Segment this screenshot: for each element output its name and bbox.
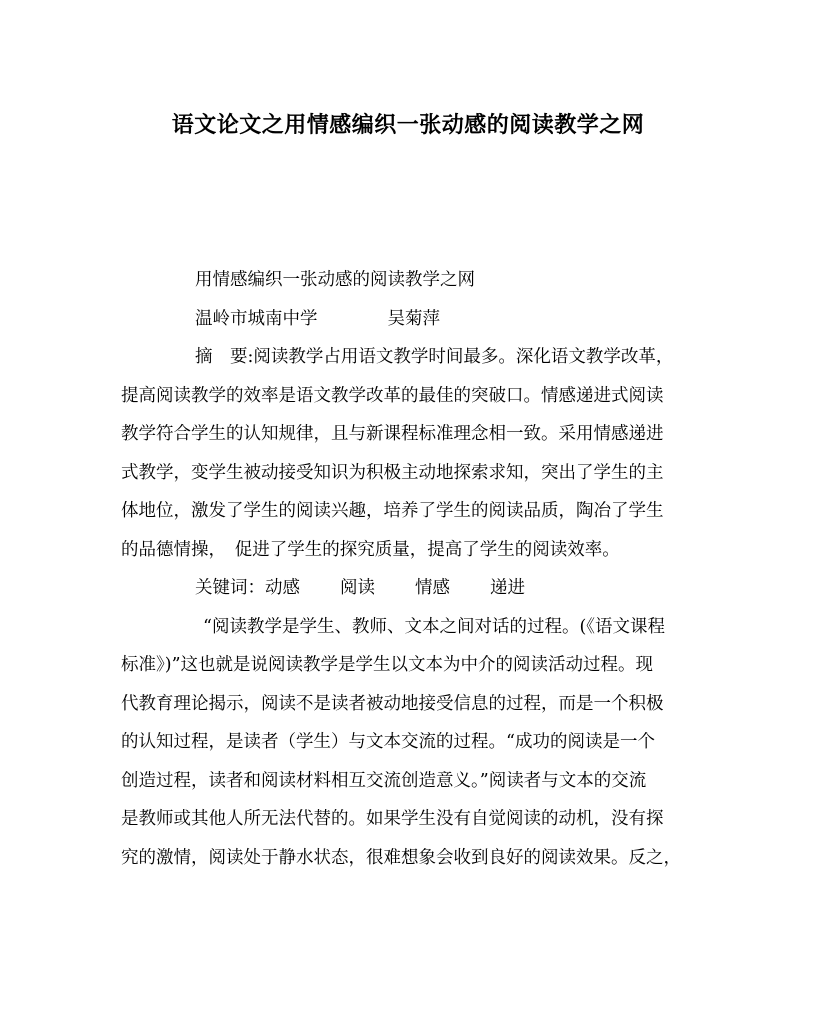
paragraph-line: 究的激情，阅读处于静水状态，很难想象会收到良好的阅读效果。反之， (121, 847, 681, 868)
keyword: 阅读 (340, 578, 375, 598)
keyword: 情感 (415, 578, 450, 598)
document-title: 语文论文之用情感编织一张动感的阅读教学之网 (171, 112, 645, 138)
keywords-label: 关键词： (195, 578, 265, 598)
keywords-line (121, 569, 701, 608)
author-school: 温岭市城南中学 (195, 308, 318, 329)
abstract-line-3: 教学符合学生的认知规律，且与新课程标准理念相一致。采用情感递进 (121, 424, 664, 444)
abstract-line-2: 提高阅读教学的效率是语文教学改革的最佳的突破口。情感递进式阅读 (121, 385, 664, 406)
paragraph-line: 是教师或其他人所无法代替的。如果学生没有自觉阅读的动机，没有探 (121, 809, 664, 829)
author-line (121, 300, 701, 339)
paragraph-line: 代教育理论揭示，阅读不是读者被动地接受信息的过程，而是一个积极 (121, 693, 664, 714)
paragraph-line: 的认知过程，是读者（学生）与文本交流的过程。“成功的阅读是一个 (121, 732, 655, 752)
abstract-line-6: 的品德情操， 促进了学生的探究质量，提高了学生的阅读效率。 (121, 539, 620, 560)
abstract-line-5: 体地位，激发了学生的阅读兴趣，培养了学生的阅读品质，陶冶了学生 (121, 501, 664, 521)
author-name: 吴菊萍 (387, 308, 440, 329)
paragraph-line: “阅读教学是学生、教师、文本之间对话的过程。(《语文课程 (203, 616, 666, 637)
abstract-line-1 (121, 338, 701, 377)
abstract-text: 阅读教学占用语文教学时间最多。深化语文教学改革， (253, 347, 674, 367)
article-subtitle: 用情感编织一张动感的阅读教学之网 (195, 270, 475, 290)
keyword: 动感 (265, 578, 300, 598)
paragraph-line: 创造过程，读者和阅读材料相互交流创造意义。”阅读者与文本的交流 (121, 770, 647, 791)
keyword: 递进 (490, 578, 525, 598)
paragraph-line: 标准》)”这也就是说阅读教学是学生以文本为中介的阅读活动过程。现 (121, 655, 654, 675)
document-body (121, 261, 701, 877)
abstract-line-4: 式教学，变学生被动接受知识为积极主动地探索求知，突出了学生的主 (121, 462, 664, 483)
abstract-label: 摘 要: (195, 347, 254, 367)
